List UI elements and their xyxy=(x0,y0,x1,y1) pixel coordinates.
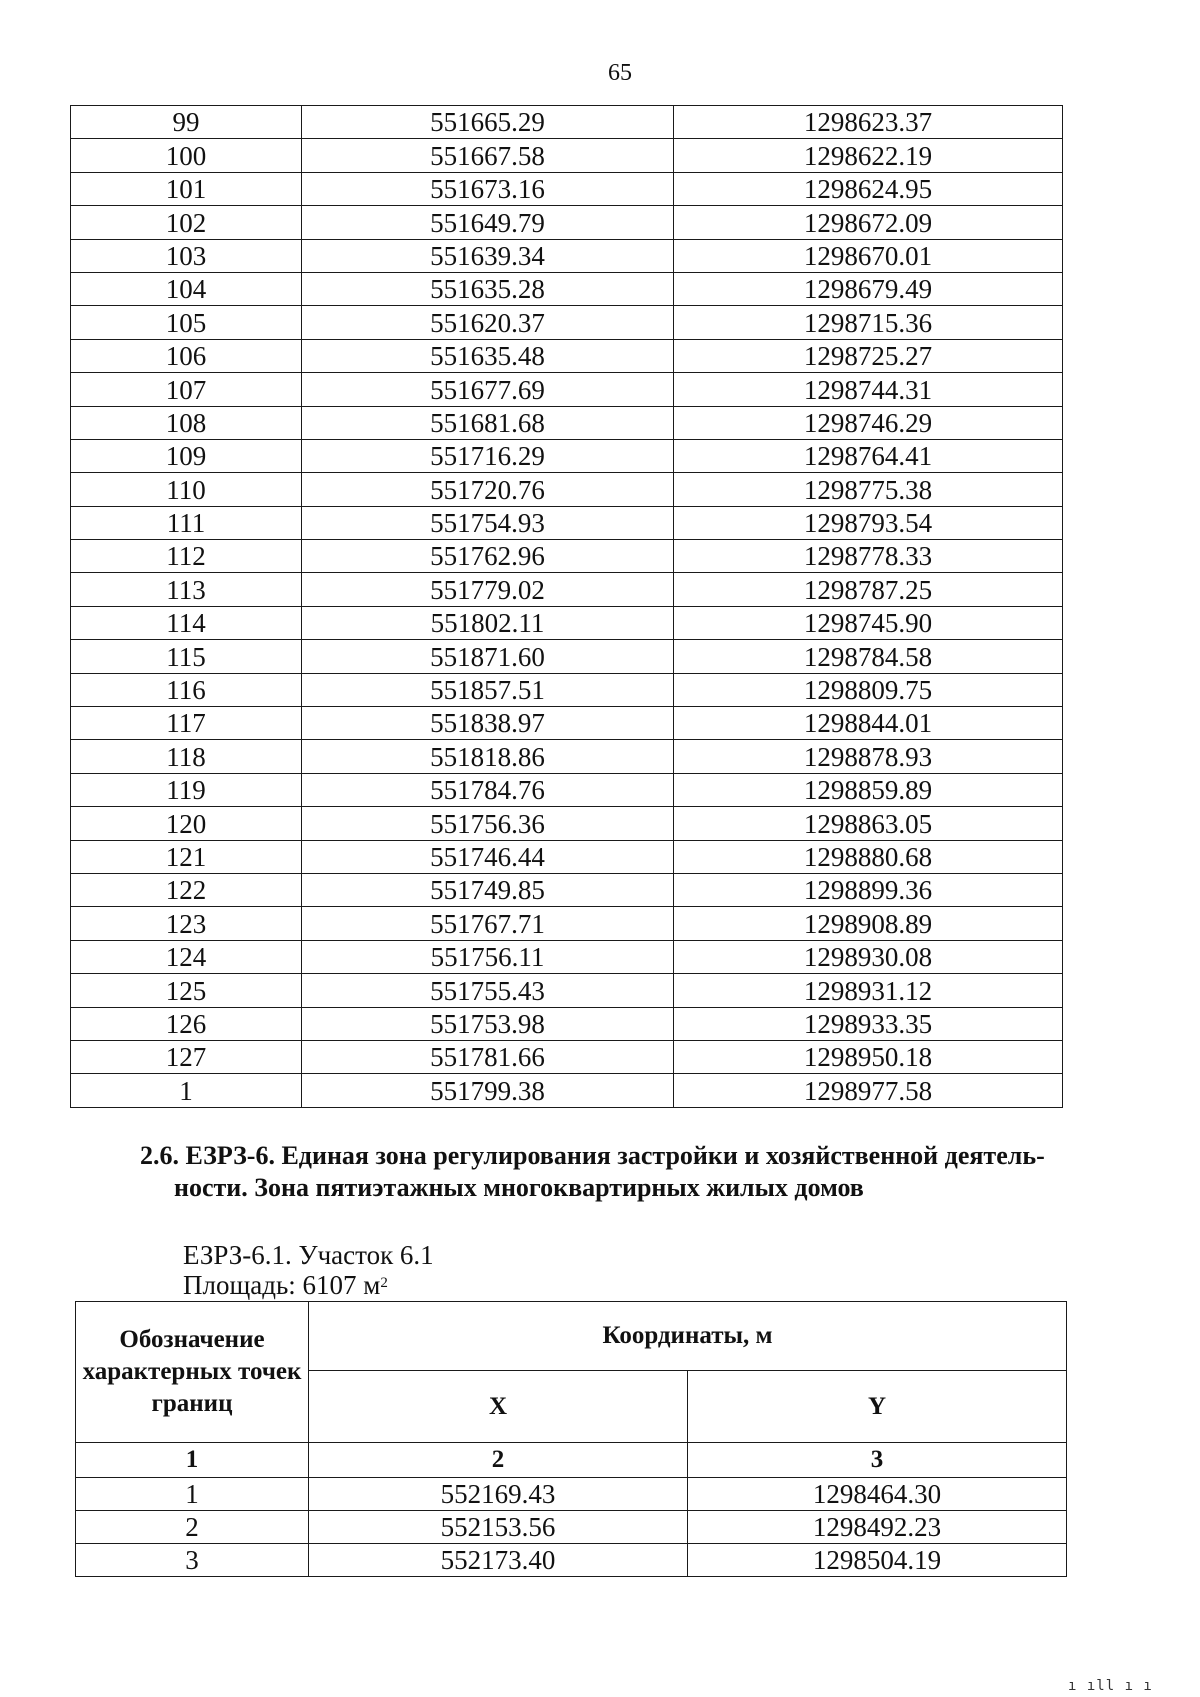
coordinate-x-cell: 552153.56 xyxy=(309,1511,688,1544)
coordinate-y-cell: 1298977.58 xyxy=(674,1074,1063,1107)
table-row xyxy=(71,106,1063,139)
table-row xyxy=(71,673,1063,706)
coordinate-x-cell: 551818.86 xyxy=(302,740,674,773)
table-row xyxy=(71,740,1063,773)
point-number-cell: 115 xyxy=(71,640,302,673)
coordinate-x-cell: 551838.97 xyxy=(302,707,674,740)
table-row xyxy=(71,940,1063,973)
table-row xyxy=(71,807,1063,840)
point-number-cell: 110 xyxy=(71,473,302,506)
plot-area xyxy=(183,1270,388,1301)
header-y: Y xyxy=(688,1371,1067,1443)
coordinate-x-cell: 551635.28 xyxy=(302,272,674,305)
coordinate-y-cell: 1298622.19 xyxy=(674,139,1063,172)
coordinate-y-cell: 1298784.58 xyxy=(674,640,1063,673)
coordinate-y-cell: 1298715.36 xyxy=(674,306,1063,339)
coordinate-y-cell: 1298844.01 xyxy=(674,707,1063,740)
table-row xyxy=(71,239,1063,272)
coordinate-x-cell: 551649.79 xyxy=(302,206,674,239)
coordinate-y-cell: 1298725.27 xyxy=(674,339,1063,372)
point-number-cell: 108 xyxy=(71,406,302,439)
coordinate-x-cell: 551779.02 xyxy=(302,573,674,606)
coordinates-table-continued xyxy=(70,105,1063,1108)
plot-coordinates-table xyxy=(75,1301,1067,1577)
table-row xyxy=(71,373,1063,406)
table-row xyxy=(71,1074,1063,1107)
point-number-cell: 1 xyxy=(76,1478,309,1511)
table-row xyxy=(71,506,1063,539)
point-number-cell: 124 xyxy=(71,940,302,973)
table-row xyxy=(71,473,1063,506)
coordinate-x-cell: 551871.60 xyxy=(302,640,674,673)
section-heading-line2: ности. Зона пятиэтажных многоквартирных жилых домов xyxy=(174,1173,864,1202)
coordinate-x-cell: 551781.66 xyxy=(302,1040,674,1073)
coordinate-x-cell: 551784.76 xyxy=(302,773,674,806)
table-row xyxy=(71,139,1063,172)
coordinate-y-cell: 1298745.90 xyxy=(674,606,1063,639)
coordinate-y-cell: 1298764.41 xyxy=(674,439,1063,472)
table-row xyxy=(71,873,1063,906)
coordinate-y-cell: 1298679.49 xyxy=(674,272,1063,305)
coordinate-y-cell: 1298863.05 xyxy=(674,807,1063,840)
table-row xyxy=(71,339,1063,372)
coordinate-x-cell: 551667.58 xyxy=(302,139,674,172)
point-number-cell: 125 xyxy=(71,974,302,1007)
point-number-cell: 112 xyxy=(71,540,302,573)
coordinate-x-cell: 551720.76 xyxy=(302,473,674,506)
table-row xyxy=(71,172,1063,205)
header-row-1 xyxy=(76,1302,1067,1371)
point-number-cell: 122 xyxy=(71,873,302,906)
table-row xyxy=(71,1040,1063,1073)
coordinate-x-cell: 551762.96 xyxy=(302,540,674,573)
coordinate-y-cell: 1298623.37 xyxy=(674,106,1063,139)
coordinate-y-cell: 1298744.31 xyxy=(674,373,1063,406)
header-x: X xyxy=(309,1371,688,1443)
coordinate-y-cell: 1298793.54 xyxy=(674,506,1063,539)
coordinate-y-cell: 1298672.09 xyxy=(674,206,1063,239)
coordinate-x-cell: 551639.34 xyxy=(302,239,674,272)
table-row xyxy=(71,406,1063,439)
point-number-cell: 103 xyxy=(71,239,302,272)
coordinate-y-cell: 1298778.33 xyxy=(674,540,1063,573)
plot-area-label: Площадь: 6107 м xyxy=(183,1270,381,1300)
coordinate-y-cell: 1298933.35 xyxy=(674,1007,1063,1040)
table-row xyxy=(71,773,1063,806)
column-number-2: 2 xyxy=(309,1443,688,1478)
coordinate-y-cell: 1298504.19 xyxy=(688,1544,1067,1577)
coordinate-x-cell: 551681.68 xyxy=(302,406,674,439)
point-number-cell: 111 xyxy=(71,506,302,539)
point-number-cell: 126 xyxy=(71,1007,302,1040)
coordinate-x-cell: 552173.40 xyxy=(309,1544,688,1577)
coordinate-y-cell: 1298787.25 xyxy=(674,573,1063,606)
coordinate-y-cell: 1298670.01 xyxy=(674,239,1063,272)
coordinate-y-cell: 1298899.36 xyxy=(674,873,1063,906)
table-row xyxy=(71,640,1063,673)
point-number-cell: 107 xyxy=(71,373,302,406)
scan-marks: ı ıll ı ı xyxy=(1068,1678,1153,1694)
point-number-cell: 118 xyxy=(71,740,302,773)
coordinates-table-body xyxy=(71,106,1063,1108)
table-row xyxy=(71,1007,1063,1040)
point-number-cell: 106 xyxy=(71,339,302,372)
point-number-cell: 99 xyxy=(71,106,302,139)
coordinate-y-cell: 1298746.29 xyxy=(674,406,1063,439)
point-number-cell: 113 xyxy=(71,573,302,606)
table-row xyxy=(71,974,1063,1007)
point-number-cell: 1 xyxy=(71,1074,302,1107)
page-number: 65 xyxy=(608,60,632,86)
coordinate-x-cell: 551756.11 xyxy=(302,940,674,973)
point-number-cell: 127 xyxy=(71,1040,302,1073)
coordinate-y-cell: 1298492.23 xyxy=(688,1511,1067,1544)
coordinate-x-cell: 551673.16 xyxy=(302,172,674,205)
point-number-cell: 100 xyxy=(71,139,302,172)
plot-area-superscript: 2 xyxy=(380,1275,388,1291)
table-row xyxy=(71,606,1063,639)
coordinate-y-cell: 1298809.75 xyxy=(674,673,1063,706)
coordinate-x-cell: 551754.93 xyxy=(302,506,674,539)
coordinate-x-cell: 551799.38 xyxy=(302,1074,674,1107)
coordinate-x-cell: 551746.44 xyxy=(302,840,674,873)
coordinate-x-cell: 551755.43 xyxy=(302,974,674,1007)
section-heading-line1: 2.6. ЕЗРЗ-6. Единая зона регулирования застройки и хозяйственной деятель- xyxy=(140,1141,1045,1170)
table-row xyxy=(71,306,1063,339)
column-number-1: 1 xyxy=(76,1443,309,1478)
coordinate-y-cell: 1298775.38 xyxy=(674,473,1063,506)
point-number-cell: 119 xyxy=(71,773,302,806)
table-row xyxy=(71,439,1063,472)
coordinate-y-cell: 1298931.12 xyxy=(674,974,1063,1007)
coordinate-x-cell: 551677.69 xyxy=(302,373,674,406)
point-number-cell: 3 xyxy=(76,1544,309,1577)
coordinate-y-cell: 1298878.93 xyxy=(674,740,1063,773)
coordinate-y-cell: 1298880.68 xyxy=(674,840,1063,873)
point-number-cell: 121 xyxy=(71,840,302,873)
coordinate-x-cell: 551857.51 xyxy=(302,673,674,706)
point-number-cell: 2 xyxy=(76,1511,309,1544)
table-row xyxy=(71,206,1063,239)
point-number-cell: 123 xyxy=(71,907,302,940)
header-row-numbers xyxy=(76,1443,1067,1478)
table-row xyxy=(76,1478,1067,1511)
coordinate-x-cell: 551635.48 xyxy=(302,339,674,372)
coordinate-y-cell: 1298464.30 xyxy=(688,1478,1067,1511)
point-number-cell: 114 xyxy=(71,606,302,639)
coordinate-y-cell: 1298950.18 xyxy=(674,1040,1063,1073)
coordinate-x-cell: 551665.29 xyxy=(302,106,674,139)
plot-coordinates-table-body xyxy=(76,1478,1067,1577)
point-number-cell: 104 xyxy=(71,272,302,305)
table-row xyxy=(71,573,1063,606)
point-number-cell: 101 xyxy=(71,172,302,205)
point-number-cell: 117 xyxy=(71,707,302,740)
table-row xyxy=(71,707,1063,740)
coordinate-x-cell: 551756.36 xyxy=(302,807,674,840)
table-row xyxy=(71,907,1063,940)
coordinate-x-cell: 552169.43 xyxy=(309,1478,688,1511)
coordinate-x-cell: 551802.11 xyxy=(302,606,674,639)
table-row xyxy=(76,1544,1067,1577)
coordinate-x-cell: 551767.71 xyxy=(302,907,674,940)
table-row xyxy=(71,840,1063,873)
coordinate-y-cell: 1298859.89 xyxy=(674,773,1063,806)
plot-coordinates-table-head xyxy=(76,1302,1067,1478)
section-heading xyxy=(140,1140,1150,1204)
coordinate-x-cell: 551716.29 xyxy=(302,439,674,472)
header-designation: Обозначение характерных точек границ xyxy=(76,1302,309,1443)
point-number-cell: 109 xyxy=(71,439,302,472)
coordinate-x-cell: 551749.85 xyxy=(302,873,674,906)
coordinate-x-cell: 551753.98 xyxy=(302,1007,674,1040)
point-number-cell: 105 xyxy=(71,306,302,339)
coordinate-x-cell: 551620.37 xyxy=(302,306,674,339)
coordinate-y-cell: 1298624.95 xyxy=(674,172,1063,205)
table-row xyxy=(71,272,1063,305)
plot-title: ЕЗРЗ-6.1. Участок 6.1 xyxy=(183,1240,434,1270)
coordinate-y-cell: 1298930.08 xyxy=(674,940,1063,973)
table-row xyxy=(76,1511,1067,1544)
point-number-cell: 116 xyxy=(71,673,302,706)
table-row xyxy=(71,540,1063,573)
point-number-cell: 120 xyxy=(71,807,302,840)
header-coordinates: Координаты, м xyxy=(309,1302,1067,1371)
point-number-cell: 102 xyxy=(71,206,302,239)
column-number-3: 3 xyxy=(688,1443,1067,1478)
coordinate-y-cell: 1298908.89 xyxy=(674,907,1063,940)
